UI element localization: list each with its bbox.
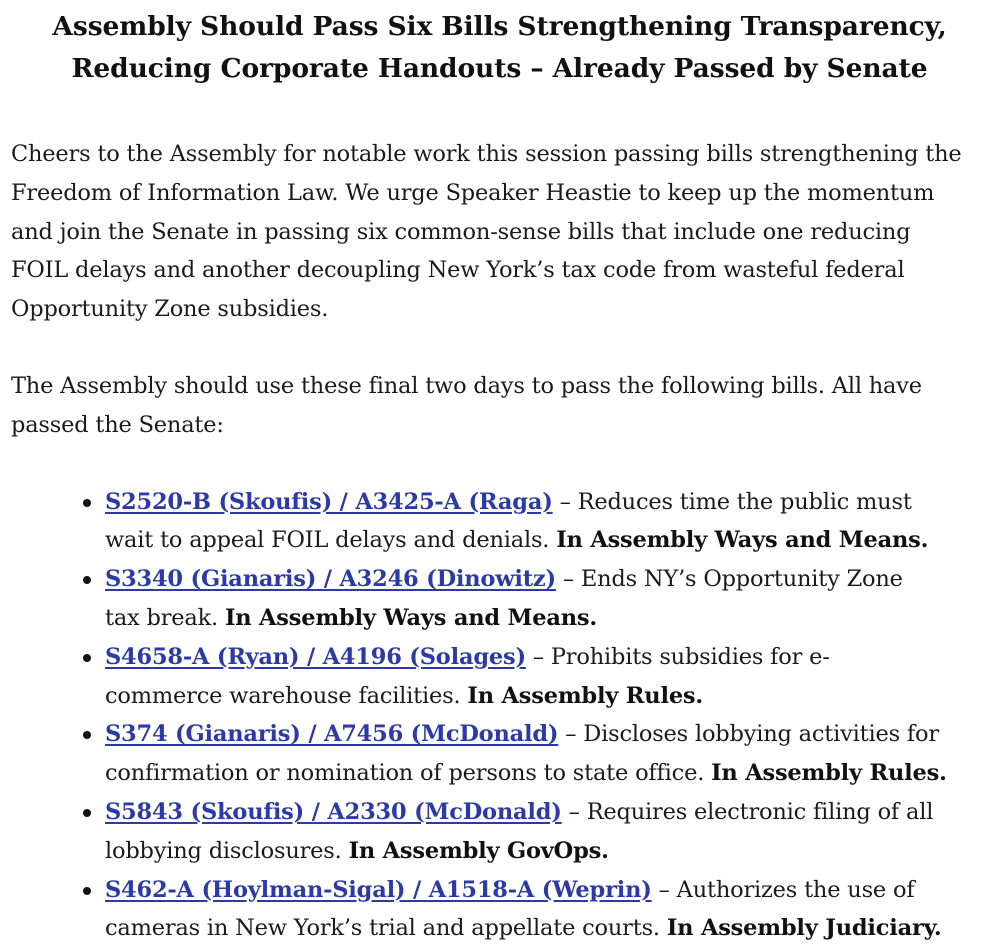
bill-description: – Discloses lobbying activities for xyxy=(558,721,939,748)
intro-paragraph xyxy=(11,135,988,329)
bill-item xyxy=(83,793,988,871)
bill-link-s374[interactable]: S374 (Gianaris) / A7456 (McDonald) xyxy=(105,721,559,748)
bill-item xyxy=(83,560,988,638)
bullet-icon xyxy=(83,809,91,817)
intro-line-5: Opportunity Zone subsidies. xyxy=(11,296,329,323)
bill-item xyxy=(83,638,988,716)
headline-line-1: Assembly Should Pass Six Bills Strengthening Transparency, xyxy=(52,11,947,42)
bill-status: In Assembly Rules. xyxy=(711,760,947,787)
bill-status: In Assembly Rules. xyxy=(467,682,704,709)
headline xyxy=(11,6,988,90)
call-paragraph xyxy=(11,367,988,445)
bill-link-s5843[interactable]: S5843 (Skoufis) / A2330 (McDonald) xyxy=(105,798,562,825)
bill-status: In Assembly Ways and Means. xyxy=(224,604,597,631)
bill-item xyxy=(83,483,988,561)
bill-description: confirmation or nomination of persons to state office. xyxy=(105,760,712,787)
bill-item xyxy=(83,715,988,793)
bill-link-s462a[interactable]: S462-A (Hoylman-Sigal) / A1518-A (Weprin) xyxy=(105,876,652,903)
bill-list xyxy=(11,483,988,948)
intro-line-4: FOIL delays and another decoupling New York’s tax code from wasteful federal xyxy=(11,257,905,284)
bill-description: commerce warehouse facilities. xyxy=(105,682,468,709)
bullet-icon xyxy=(83,731,91,739)
bullet-icon xyxy=(83,499,91,507)
bullet-icon xyxy=(83,654,91,662)
bill-description: – Authorizes the use of xyxy=(651,876,915,903)
bill-description: wait to appeal FOIL delays and denials. xyxy=(105,527,557,554)
headline-line-2: Reducing Corporate Handouts – Already Passed by Senate xyxy=(71,53,928,84)
bill-link-s3340[interactable]: S3340 (Gianaris) / A3246 (Dinowitz) xyxy=(105,566,556,593)
call-line-2: passed the Senate: xyxy=(11,411,224,438)
bill-description: – Ends NY’s Opportunity Zone xyxy=(555,566,903,593)
bill-description: cameras in New York’s trial and appellate courts. xyxy=(105,915,667,942)
bullet-icon xyxy=(83,887,91,895)
bill-description: – Requires electronic filing of all xyxy=(561,798,934,825)
bill-description: lobbying disclosures. xyxy=(105,837,349,864)
call-line-1: The Assembly should use these final two days to pass the following bills. All have xyxy=(11,372,922,399)
intro-line-1: Cheers to the Assembly for notable work this session passing bills strengthening the xyxy=(11,141,962,167)
intro-line-3: and join the Senate in passing six common-sense bills that include one reducing xyxy=(11,218,911,245)
bill-description: – Reduces time the public must xyxy=(552,488,912,515)
bill-link-s4658a[interactable]: S4658-A (Ryan) / A4196 (Solages) xyxy=(105,643,526,670)
bill-description: – Prohibits subsidies for e- xyxy=(525,643,830,670)
bullet-icon xyxy=(83,576,91,584)
bill-status: In Assembly GovOps. xyxy=(348,837,609,864)
intro-line-2: Freedom of Information Law. We urge Speaker Heastie to keep up the momentum xyxy=(11,179,935,206)
bill-link-s2520b[interactable]: S2520-B (Skoufis) / A3425-A (Raga) xyxy=(105,488,553,515)
bill-status: In Assembly Judiciary. xyxy=(666,915,942,942)
bill-status: In Assembly Ways and Means. xyxy=(556,527,929,554)
bill-item xyxy=(83,871,988,948)
bill-description: tax break. xyxy=(105,604,225,631)
